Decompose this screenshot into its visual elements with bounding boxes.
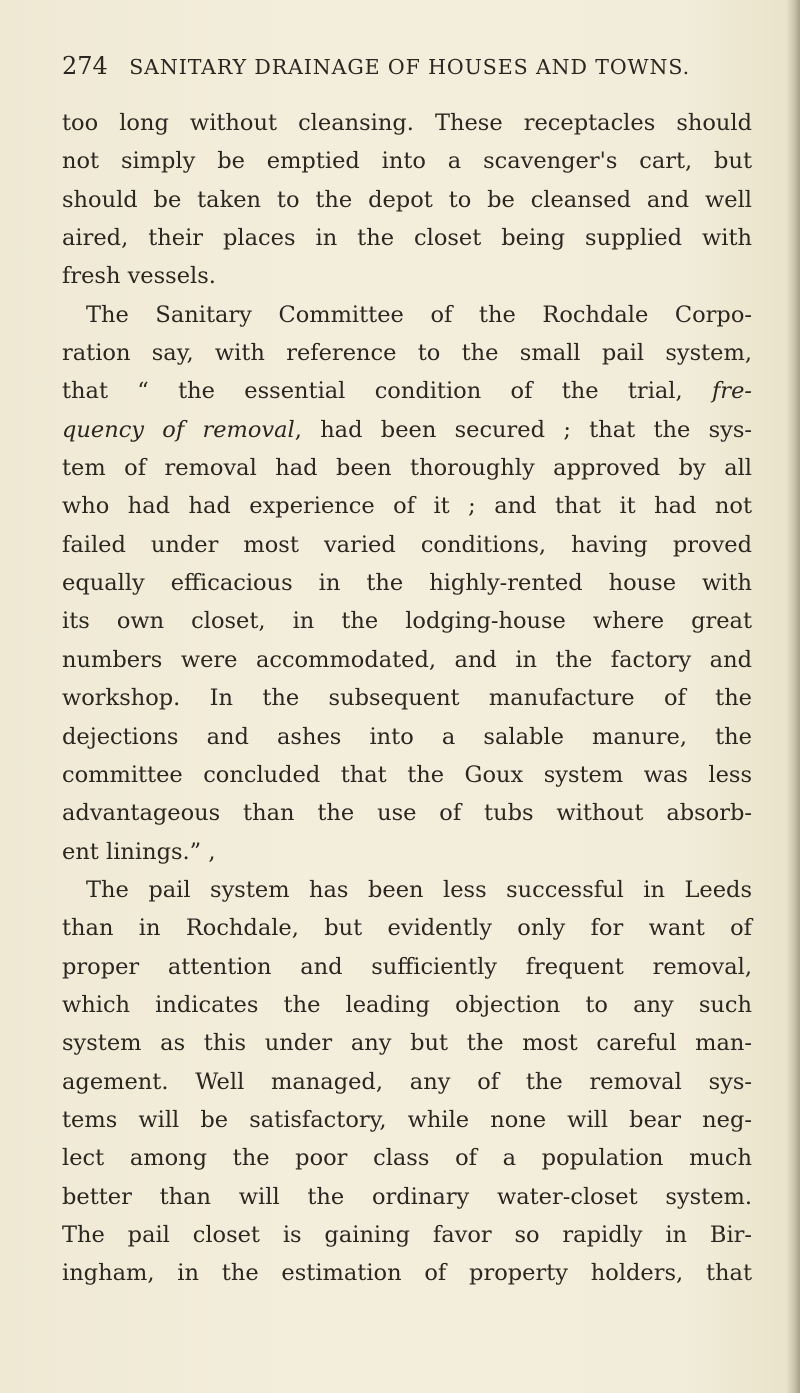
- text-line: ent linings.” ,: [62, 838, 216, 865]
- page-edge-shadow: [786, 0, 800, 1393]
- text-line: aired, their places in the closet being supplied with: [62, 225, 752, 252]
- italic-segment: fre-: [711, 378, 752, 405]
- text-line: proper attention and sufficiently frequent removal,: [62, 953, 752, 980]
- text-line: failed under most varied conditions, having proved: [62, 531, 752, 558]
- text-line: agement. Well managed, any of the removal sys-: [62, 1068, 752, 1095]
- text-segment: that “ the essential condition of the trial,: [62, 378, 683, 405]
- text-line: who had had experience of it ; and that it had not: [62, 493, 752, 520]
- running-title: SANITARY DRAINAGE OF HOUSES AND TOWNS.: [129, 55, 690, 79]
- text-line-mixed: [62, 372, 752, 410]
- italic-segment: quency of removal: [62, 416, 295, 443]
- text-line: not simply be emptied into a scavenger's cart, but: [62, 148, 752, 175]
- text-line: which indicates the leading objection to any such: [62, 991, 752, 1018]
- text-line: committee concluded that the Goux system was less: [62, 761, 752, 788]
- text-line: too long without cleansing. These receptacles should: [62, 110, 752, 136]
- text-line: The pail system has been less successful in Leeds: [86, 876, 752, 903]
- text-line: than in Rochdale, but evidently only for want of: [62, 915, 752, 942]
- text-line: workshop. In the subsequent manufacture of the: [62, 685, 752, 712]
- text-line: advantageous than the use of tubs without absorb-: [62, 800, 752, 827]
- text-line: The Sanitary Committee of the Rochdale Corpo-: [86, 301, 752, 328]
- text-line: equally efficacious in the highly-rented house with: [62, 570, 752, 597]
- text-line: ingham, in the estimation of property holders, that: [62, 1260, 752, 1287]
- page-number: 274: [62, 52, 108, 80]
- text-line: fresh vessels.: [62, 263, 216, 290]
- text-line: system as this under any but the most careful man-: [62, 1030, 752, 1057]
- text-segment: , had been secured ; that the sys-: [294, 416, 753, 443]
- running-header: [62, 52, 722, 92]
- text-line: ration say, with reference to the small pail system,: [62, 340, 752, 367]
- text-line: lect among the poor class of a population much: [62, 1145, 752, 1172]
- text-line-mixed: [62, 411, 752, 449]
- text-line: its own closet, in the lodging-house where great: [62, 608, 752, 635]
- text-line: should be taken to the depot to be cleansed and well: [62, 186, 752, 213]
- text-line: tems will be satisfactory, while none will bear neg-: [62, 1106, 752, 1133]
- text-line: The pail closet is gaining favor so rapidly in Bir-: [62, 1221, 752, 1248]
- text-line: tem of removal had been thoroughly approved by all: [62, 455, 752, 482]
- body-text: [62, 104, 752, 1293]
- text-line: better than will the ordinary water-closet system.: [62, 1183, 752, 1210]
- text-line: numbers were accommodated, and in the factory and: [62, 646, 752, 673]
- text-line: dejections and ashes into a salable manure, the: [62, 723, 752, 750]
